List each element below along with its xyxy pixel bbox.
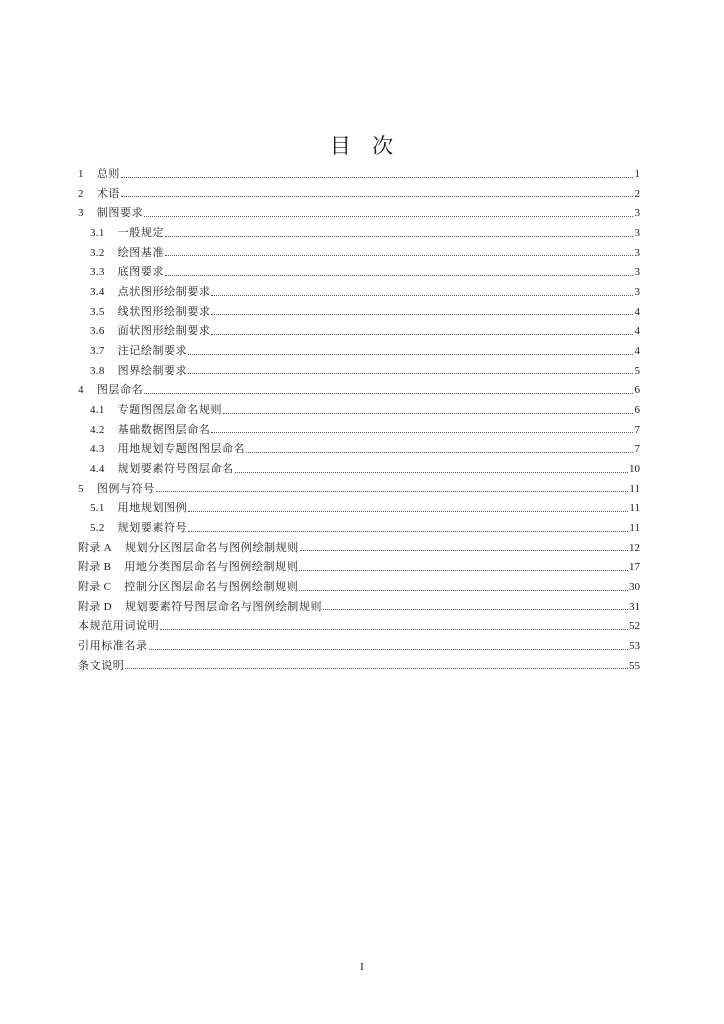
toc-entry-title: 条文说明 [78, 659, 125, 672]
toc-entry-title: 基础数据图层命名 [117, 423, 211, 436]
toc-entry-title: 规划要素符号图层命名与图例绘制规则 [124, 600, 323, 613]
toc-entry [78, 224, 640, 244]
toc-entry [78, 480, 640, 500]
toc-entry-title: 总则 [96, 168, 121, 180]
toc-entry [78, 578, 640, 598]
toc-entry [78, 362, 640, 382]
toc-entry-page: 6 [634, 384, 640, 397]
dot-leader [299, 569, 628, 571]
dot-leader [188, 353, 633, 355]
page-number-footer: I [360, 961, 364, 973]
toc-entry [78, 322, 640, 342]
toc-entry-title: 术语 [96, 187, 121, 200]
dot-leader [323, 608, 628, 610]
toc-entry [78, 185, 640, 205]
toc-entry-number: 4.3 [90, 443, 105, 456]
dot-leader [235, 471, 628, 473]
toc-entry-number: 5.1 [90, 502, 105, 515]
toc-entry-page: 4 [634, 325, 640, 338]
toc-entry-page: 7 [634, 443, 640, 456]
toc-entry-title: 专题图图层命名规则 [117, 404, 223, 417]
toc-entry [78, 558, 640, 578]
toc-entry-title: 引用标准名录 [78, 640, 148, 653]
dot-leader [165, 274, 633, 276]
toc-entry [78, 637, 640, 657]
dot-leader [165, 254, 633, 256]
toc-entry-title: 点状图形绘制要求 [117, 286, 211, 299]
toc-entry-page: 11 [629, 502, 640, 515]
toc-entry-number: 4.1 [90, 404, 105, 417]
dot-leader [246, 451, 633, 453]
toc-entry [78, 303, 640, 323]
toc-entry-number: 附录 B [78, 561, 112, 574]
toc-entry-page: 4 [634, 305, 640, 318]
toc-entry-title: 图层命名 [96, 384, 144, 397]
toc-entry-title: 图例与符号 [96, 482, 155, 495]
dot-leader [211, 294, 633, 296]
toc-entry-title: 用地规划专题图图层命名 [117, 443, 246, 456]
toc-entry-page: 1 [634, 168, 640, 180]
dot-leader [223, 412, 633, 414]
dot-leader [188, 530, 628, 532]
toc-entry-title: 图界绘制要求 [117, 364, 188, 377]
page-title: 目 次 [329, 134, 395, 158]
toc-entry-number: 5.2 [90, 522, 105, 535]
toc-entry-title: 注记绘制要求 [117, 345, 188, 358]
toc-entry-page: 31 [629, 600, 640, 613]
toc-entry-number: 3.1 [90, 227, 105, 240]
toc-entry-page: 3 [634, 246, 640, 259]
toc-entry-number: 2 [78, 187, 84, 200]
toc-entry [78, 283, 640, 303]
toc-entry-page: 12 [629, 541, 640, 554]
toc-entry [78, 381, 640, 401]
toc-entry-page: 10 [629, 463, 640, 476]
dot-leader [149, 648, 628, 650]
dot-leader [211, 313, 633, 315]
toc-entry [78, 499, 640, 519]
table-of-contents [78, 165, 640, 676]
toc-entry-page: 7 [634, 423, 640, 436]
toc-entry-number: 附录 D [78, 600, 112, 613]
toc-entry-page: 3 [634, 207, 640, 220]
toc-entry [78, 263, 640, 283]
toc-entry-number: 附录 A [78, 541, 112, 554]
toc-entry-page: 5 [634, 364, 640, 377]
toc-entry-number: 3.2 [90, 246, 105, 259]
dot-leader [165, 235, 633, 237]
toc-entry [78, 244, 640, 264]
dot-leader [211, 333, 633, 335]
toc-entry-title: 线状图形绘制要求 [117, 305, 211, 318]
dot-leader [299, 589, 628, 591]
dot-leader [188, 372, 633, 374]
toc-entry-number: 3.4 [90, 286, 105, 299]
toc-entry [78, 401, 640, 421]
toc-entry [78, 204, 640, 224]
toc-entry-number: 3.6 [90, 325, 105, 338]
dot-leader [300, 549, 628, 551]
dot-leader [144, 392, 633, 394]
toc-entry [78, 657, 640, 677]
toc-entry-title: 制图要求 [96, 207, 144, 220]
toc-entry-page: 3 [634, 286, 640, 299]
toc-entry-title: 规划要素符号图层命名 [117, 463, 234, 476]
toc-entry [78, 165, 640, 185]
dot-leader [156, 490, 629, 492]
toc-entry [78, 460, 640, 480]
toc-entry-number: 3.7 [90, 345, 105, 358]
toc-entry-title: 规划分区图层命名与图例绘制规则 [124, 541, 299, 554]
toc-entry-title: 规划要素符号 [117, 522, 188, 535]
dot-leader [188, 510, 628, 512]
dot-leader [121, 176, 633, 178]
toc-entry [78, 421, 640, 441]
toc-entry-page: 4 [634, 345, 640, 358]
dot-leader [160, 628, 628, 630]
toc-entry-number: 3.3 [90, 266, 105, 279]
toc-entry-page: 55 [629, 659, 640, 672]
toc-entry-title: 用地分类图层命名与图例绘制规则 [124, 561, 299, 574]
toc-entry [78, 342, 640, 362]
toc-entry-page: 3 [634, 227, 640, 240]
toc-entry-title: 用地规划图例 [117, 502, 188, 515]
toc-entry-number: 3.8 [90, 364, 105, 377]
toc-entry [78, 519, 640, 539]
toc-entry-page: 3 [634, 266, 640, 279]
toc-entry-number: 3 [78, 207, 84, 220]
toc-entry-title: 面状图形绘制要求 [117, 325, 211, 338]
toc-entry [78, 440, 640, 460]
dot-leader [211, 431, 633, 433]
toc-entry [78, 598, 640, 618]
toc-entry-number: 4 [78, 384, 84, 397]
toc-entry-title: 控制分区图层命名与图例绘制规则 [124, 581, 299, 594]
dot-leader [125, 667, 628, 669]
toc-entry-page: 52 [629, 620, 640, 633]
toc-entry-title: 绘图基准 [117, 246, 165, 259]
toc-entry-page: 17 [629, 561, 640, 574]
toc-entry-number: 5 [78, 482, 84, 495]
toc-entry-number: 4.2 [90, 423, 105, 436]
toc-entry-page: 11 [629, 522, 640, 535]
toc-entry-page: 11 [629, 482, 640, 495]
toc-entry [78, 617, 640, 637]
toc-entry [78, 539, 640, 559]
toc-entry-number: 4.4 [90, 463, 105, 476]
toc-entry-page: 53 [629, 640, 640, 653]
toc-entry-number: 3.5 [90, 305, 105, 318]
toc-entry-title: 本规范用词说明 [78, 620, 160, 633]
toc-entry-page: 6 [634, 404, 640, 417]
dot-leader [121, 195, 633, 197]
toc-entry-title: 底图要求 [117, 266, 165, 279]
dot-leader [144, 215, 633, 217]
toc-entry-number: 1 [78, 168, 84, 180]
toc-entry-page: 2 [634, 187, 640, 200]
toc-entry-number: 附录 C [78, 581, 112, 594]
toc-entry-title: 一般规定 [117, 227, 165, 240]
toc-entry-page: 30 [629, 581, 640, 594]
